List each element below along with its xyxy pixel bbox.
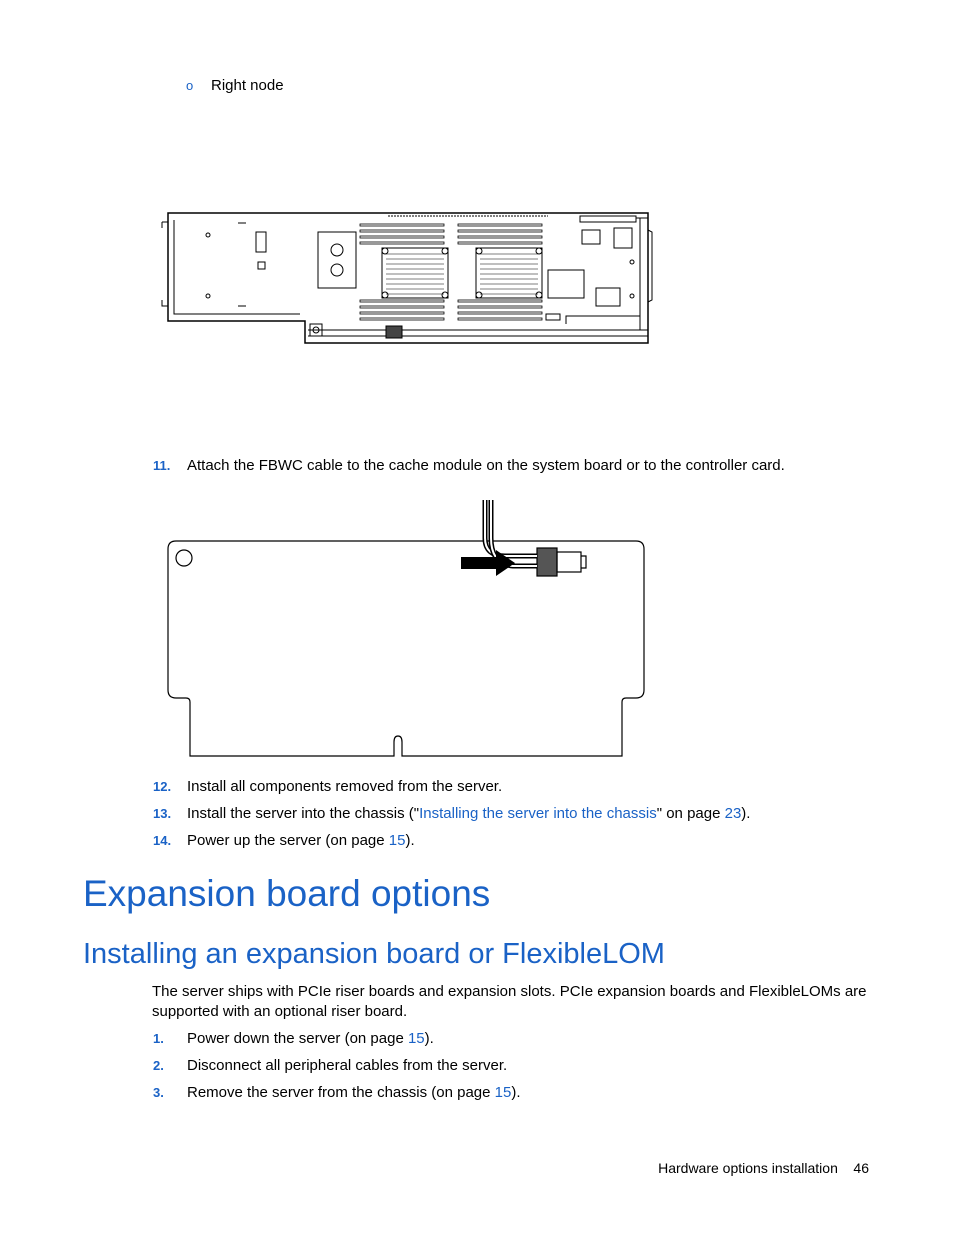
page-15-link-b[interactable]: 15 — [407, 1030, 425, 1047]
page-15-link-a[interactable]: 15 — [388, 832, 406, 849]
step-number-3: 3. — [153, 1085, 164, 1100]
step-14-pre: Power up the server (on page — [187, 832, 389, 849]
step-text-2: Disconnect all peripheral cables from the server. — [187, 1057, 508, 1074]
step-text-3 — [187, 1083, 521, 1103]
footer-section-title: Hardware options installation — [658, 1160, 838, 1176]
step-13-post: ). — [741, 805, 751, 822]
step-text-11: Attach the FBWC cable to the cache module on the system board or to the controller card. — [187, 457, 785, 474]
step-13-mid: " on page — [656, 805, 725, 822]
step-1-pre: Power down the server (on page — [187, 1030, 408, 1047]
step-3-pre: Remove the server from the chassis (on page — [187, 1084, 495, 1101]
step-number-11: 11. — [153, 458, 171, 473]
step-number-13: 13. — [153, 806, 172, 821]
step-3-post: ). — [511, 1084, 521, 1101]
sub-bullet-text: Right node — [211, 77, 284, 94]
step-text-1 — [187, 1029, 434, 1049]
footer-page-number: 46 — [853, 1160, 869, 1176]
step-text-13 — [187, 804, 750, 824]
step-number-12: 12. — [153, 779, 172, 794]
step-number-14: 14. — [153, 833, 172, 848]
step-13-pre: Install the server into the chassis (" — [187, 805, 420, 822]
sub-bullet-marker: o — [186, 78, 194, 93]
heading-expansion-board-options: Expansion board options — [83, 873, 491, 914]
intro-paragraph: The server ships with PCIe riser boards and expansion slots. PCIe expansion boards and FlexibleLOMs are supported with an optional riser board. — [152, 983, 867, 1020]
step-number-2: 2. — [153, 1058, 164, 1073]
heading-installing-expansion-board: Installing an expansion board or FlexibleLOM — [83, 938, 665, 970]
installing-server-link[interactable]: Installing the server into the chassis — [419, 805, 657, 822]
footer — [658, 1158, 869, 1178]
step-1-post: ). — [424, 1030, 434, 1047]
step-14-post: ). — [405, 832, 415, 849]
step-number-1: 1. — [153, 1031, 164, 1046]
page-23-link[interactable]: 23 — [724, 805, 742, 822]
page-15-link-c[interactable]: 15 — [494, 1084, 512, 1101]
step-text-14 — [187, 831, 415, 851]
step-text-12: Install all components removed from the server. — [187, 778, 503, 795]
